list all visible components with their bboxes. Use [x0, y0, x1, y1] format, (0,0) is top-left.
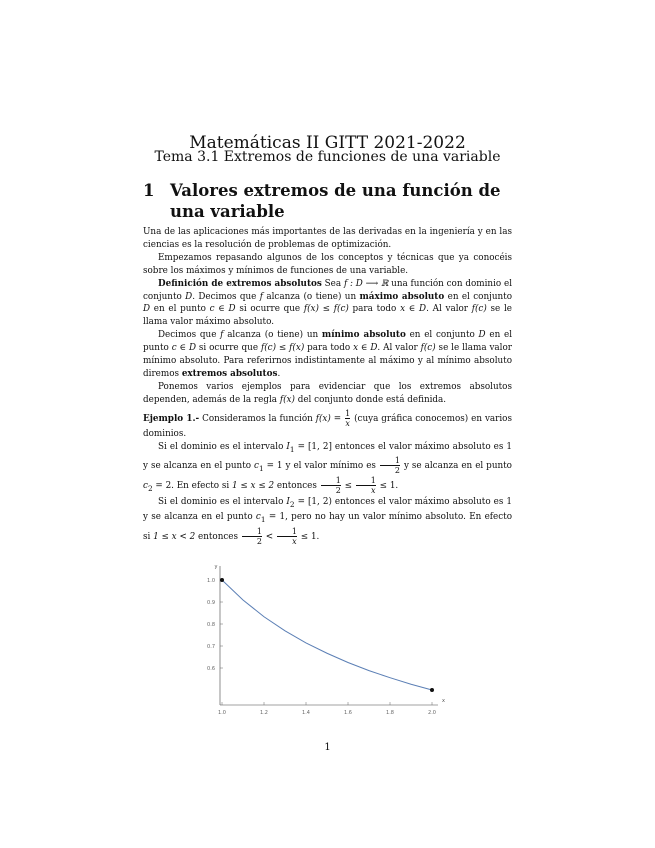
text-run: en el punto	[143, 330, 513, 354]
definition-label: Definición de extremos absolutos	[158, 278, 322, 289]
x-tick-label: 1.8	[386, 710, 394, 716]
math-run: f(c)	[420, 343, 436, 354]
text-run: . En efecto si	[171, 480, 232, 491]
paragraph-example-1	[143, 409, 512, 441]
text-run: Ponemos varios ejemplos para evidenciar que los extremos absolutos dependen, además de la regla	[143, 381, 512, 405]
text-run: del conjunto donde está definida.	[294, 394, 447, 405]
math-run: = 1	[263, 461, 283, 472]
math-run: I	[286, 441, 290, 452]
text-run: Sea	[321, 278, 344, 289]
math-run: f(x) ≤ f(c)	[303, 304, 349, 315]
math-subscript: 1	[289, 444, 295, 454]
text-run: entonces	[274, 480, 320, 491]
text-run: para todo	[348, 304, 401, 315]
y-tick-label: 0.7	[207, 644, 215, 650]
text-run: una función con dominio el conjunto	[143, 278, 513, 302]
page-number: 1	[324, 742, 331, 753]
x-tick-label: 1.6	[344, 710, 352, 716]
term-min: mínimo absoluto	[321, 330, 406, 341]
text-run: . Al valor	[377, 343, 421, 354]
fraction-numerator: 1	[335, 475, 341, 485]
document-subtitle: Tema 3.1 Extremos de funciones de una variable	[154, 149, 501, 165]
text-run: entonces	[195, 531, 241, 542]
paragraph-domain-2	[143, 496, 512, 546]
endpoint-marker	[220, 578, 224, 582]
text-run: se le llama valor mínimo absoluto. Para referirnos indistintamente al máximo y al mínimo absoluto diremos	[143, 343, 512, 379]
fraction-numerator: 1	[345, 408, 351, 418]
text-run: . Decimos que	[192, 291, 260, 302]
math-run: c	[254, 461, 259, 472]
fraction	[356, 476, 376, 495]
math-run: f : D ⟶ ℝ	[343, 278, 389, 289]
math-run: = 2	[152, 480, 172, 491]
text-run: se le llama valor máximo absoluto.	[143, 304, 512, 328]
example-label: Ejemplo 1.-	[143, 413, 200, 424]
paragraph-minimum	[143, 329, 512, 381]
text-run: y el valor mínimo es	[282, 461, 379, 472]
math-subscript: 2	[147, 483, 153, 493]
series-line	[222, 580, 432, 690]
document-title: Matemáticas II GITT 2021-2022	[189, 133, 466, 153]
text-run: si ocurre que	[235, 304, 304, 315]
term-max: máximo absoluto	[359, 291, 445, 302]
paragraph-domain-1	[143, 441, 512, 496]
math-run: 1 ≤ x ≤ 2	[232, 480, 275, 491]
math-run: D	[185, 291, 193, 302]
y-tick-label: 0.6	[207, 666, 215, 672]
text-run: Decimos que	[158, 330, 221, 341]
fraction	[277, 527, 297, 546]
text-run: en el conjunto	[444, 291, 512, 302]
math-run: x ∈ D	[353, 343, 378, 354]
x-tick-label: 1.0	[218, 710, 226, 716]
paragraph-definition	[143, 278, 512, 330]
fraction-numerator: 1	[394, 456, 400, 466]
math-run: 1 ≤ x < 2	[153, 531, 196, 542]
math-run: f(x)	[279, 394, 295, 405]
text-run: en el conjunto	[405, 330, 479, 341]
math-subscript: 2	[289, 499, 295, 509]
math-run: c	[143, 480, 148, 491]
math-run: c ∈ D	[171, 343, 196, 354]
paragraph-review: Empezamos repasando algunos de los conceptos y técnicas que ya conocéis sobre los máximos y mínimos de funciones de una variable.	[143, 252, 512, 276]
fraction	[380, 456, 400, 475]
endpoint-marker	[430, 688, 434, 692]
y-axis-label: y	[214, 564, 218, 570]
term-extremes: extremos absolutos	[181, 368, 278, 379]
x-tick-label: 1.2	[260, 710, 268, 716]
text-run: para todo	[304, 343, 354, 354]
math-run: f(c) ≤ f(x)	[260, 343, 305, 354]
text-run: y se alcanza en el punto	[400, 461, 512, 472]
text-run: , pero no hay un valor mínimo absoluto. En efecto si	[143, 512, 512, 542]
fraction-denominator: 2	[380, 465, 400, 475]
text-run: en el punto	[150, 304, 210, 315]
function-plot	[200, 560, 460, 720]
fraction-numerator: 1	[370, 475, 376, 485]
math-run: f	[220, 330, 224, 341]
fraction-denominator: 2	[321, 485, 341, 495]
text-run: . Al valor	[426, 304, 472, 315]
text-run: (cuya gráfica conocemos) en varios dominios.	[143, 413, 512, 439]
y-tick-label: 0.8	[207, 622, 215, 628]
fraction-denominator: x	[345, 418, 350, 428]
fraction-denominator: x	[356, 485, 376, 495]
math-run: D	[143, 304, 151, 315]
text-run: si ocurre que	[196, 343, 261, 354]
text-run: Consideramos la función	[199, 413, 316, 424]
section-number: 1	[143, 181, 155, 200]
fraction	[242, 527, 262, 546]
text-run: Si el dominio es el intervalo	[158, 441, 287, 452]
fraction-denominator: x	[277, 536, 297, 546]
math-run: = [1, 2]	[294, 441, 332, 452]
math-run: ≤ 1.	[376, 480, 399, 491]
math-subscript: 1	[260, 514, 266, 524]
section-title: Valores extremos de una función de una variable	[170, 181, 501, 221]
y-tick-label: 1.0	[207, 578, 215, 584]
text-run: alcanza (o tiene) un	[223, 330, 322, 341]
math-run: ≤ 1.	[297, 531, 320, 542]
math-run: = 1	[265, 512, 286, 523]
fraction	[345, 409, 350, 428]
text-run: .	[277, 368, 281, 379]
math-subscript: 1	[258, 464, 264, 473]
math-run: ≤	[341, 480, 355, 491]
math-run: I	[286, 496, 290, 507]
text-run: entonces el valor máximo absoluto es 1 y se alcanza en el punto	[143, 496, 512, 523]
math-run: <	[262, 531, 276, 542]
body-text	[143, 226, 512, 546]
math-run: f(x) =	[315, 413, 342, 424]
math-run: c	[255, 512, 261, 523]
paragraph-intro: Una de las aplicaciones más importantes de las derivadas en la ingeniería y en las ciencias es la resolución de problemas de optimización.	[143, 227, 512, 250]
fraction-denominator: 2	[242, 536, 262, 546]
x-tick-label: 1.4	[302, 710, 310, 716]
math-run: = [1, 2)	[294, 496, 332, 507]
math-run: f(c)	[471, 304, 487, 315]
y-tick-label: 0.9	[207, 600, 215, 606]
x-axis-label: x	[442, 698, 445, 704]
text-run: Si el dominio es el intervalo	[158, 496, 287, 507]
fraction-numerator: 1	[291, 526, 297, 536]
text-run: entonces el valor máximo absoluto es 1 y se alcanza en el punto	[143, 441, 512, 472]
math-run: D	[478, 330, 486, 341]
fraction	[321, 476, 341, 495]
text-run: alcanza (o tiene) un	[263, 291, 360, 302]
math-run: c ∈ D	[209, 304, 236, 315]
paragraph-examples-intro	[143, 381, 512, 407]
math-run: f	[259, 291, 263, 302]
math-run: x ∈ D	[400, 304, 427, 315]
x-tick-label: 2.0	[428, 710, 436, 716]
fraction-numerator: 1	[256, 526, 262, 536]
